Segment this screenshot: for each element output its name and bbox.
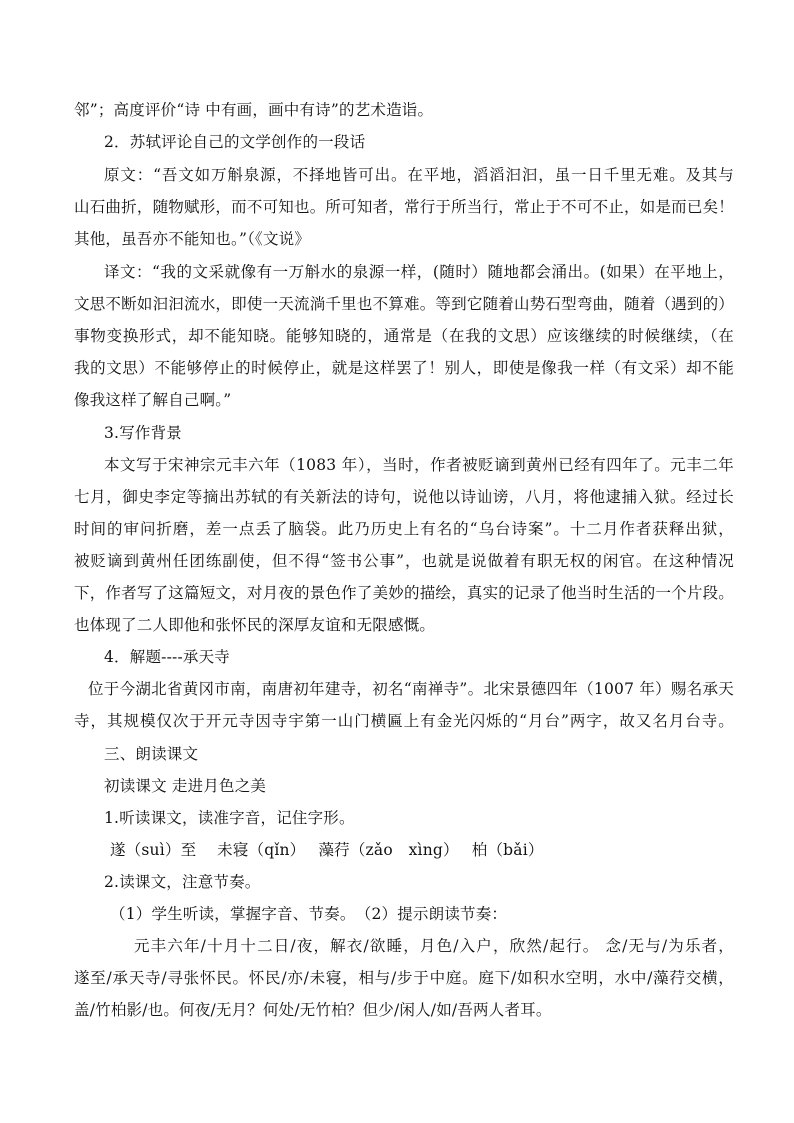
text-line: 2.读课文，注意节奏。 <box>104 873 261 891</box>
text-line: 1.听读课文，读准字音，记住字形。 <box>104 809 355 827</box>
section-heading: 3.写作背景 <box>104 424 182 442</box>
text-line: 七月，御史李定等摘出苏轼的有关新法的诗句，说他以诗讪谤，八月，将他逮捕入狱。经过长 <box>74 488 734 506</box>
text-line: 译文：“我的文采就像有一万斛水的泉源一样，(随时）随地都会涌出。(如果）在平地上， <box>104 263 734 281</box>
text-line: （1）学生听读，掌握字音、节奏。 （2）提示朗读节奏： <box>110 905 508 923</box>
text-line: 寺，其规模仅次于开元寺因寺宇第一山门横匾上有金光闪烁的“月台”两字，故又名月台寺。 <box>74 712 734 730</box>
section-heading: 2．苏轼评论自己的文学创作的一段话 <box>104 133 366 151</box>
text-line: 事物变换形式，却不能知晓。能够知晓的，通常是（在我的文思）应该继续的时候继续，（在 <box>74 327 734 345</box>
text-line: 邻”；高度评价“诗 中有画，画中有诗”的艺术造诣。 <box>74 101 434 119</box>
rhythm-line: 盖/竹柏影/也。何夜/无月？何处/无竹柏？但少/闲人/如/吾两人者耳。 <box>74 1001 552 1019</box>
text-line: 山石曲折，随物赋形，而不可知也。所可知者，常行于所当行，常止于不可不止，如是而已矣！ <box>74 198 734 216</box>
text-line: 被贬谪到黄州任团练副使，但不得“签书公事”，也就是说做着有职无权的闲官。在这种情况 <box>74 552 734 570</box>
section-heading: 三、朗读课文 <box>104 745 199 763</box>
subheading: 初读课文 走进月色之美 <box>104 777 267 795</box>
text-line: 也体现了二人即他和张怀民的深厚友谊和无限感慨。 <box>74 616 436 634</box>
pinyin-line: 遂（suì）至 未寝（qǐn） 藻荇（zǎo xìng） 柏（bǎi） <box>110 841 544 859</box>
rhythm-line: 元丰六年/十月十二日/夜，解衣/欲睡，月色/入户，欣然/起行。 念/无与/为乐者， <box>134 937 734 955</box>
text-line: 原文：“吾文如万斛泉源，不择地皆可出。在平地，滔滔汩汩，虽一日千里无难。及其与 <box>104 166 734 184</box>
section-heading: 4．解题----承天寺 <box>104 648 231 666</box>
text-line: 其他，虽吾亦不能知也。”（《文说》 <box>74 230 311 248</box>
text-line: 本文写于宋神宗元丰六年（1083 年），当时，作者被贬谪到黄州已经有四年了。元丰二年 <box>104 456 734 474</box>
text-line: 像我这样了解自己啊。” <box>74 391 232 409</box>
rhythm-line: 遂至/承天寺/寻张怀民。怀民/亦/未寝，相与/步于中庭。庭下/如积水空明，水中/藻荇交横， <box>74 969 734 987</box>
text-line: 位于今湖北省黄冈市南，南唐初年建寺，初名“南禅寺”。北宋景德四年（1007 年）赐名承天 <box>88 680 734 698</box>
text-line: 时间的审问折磨，差一点丢了脑袋。此乃历史上有名的“乌台诗案”。十二月作者获释出狱， <box>74 520 734 538</box>
text-line: 我的文思）不能够停止的时候停止，就是这样罢了！别人，即使是像我一样（有文采）却不能 <box>74 359 734 377</box>
text-line: 文思不断如汩汩流水，即使一天流淌千里也不算难。等到它随着山势石型弯曲，随着（遇到的） <box>74 295 734 313</box>
text-line: 下，作者写了这篇短文，对月夜的景色作了美妙的描绘，真实的记录了他当时生活的一个片段。 <box>74 584 734 602</box>
